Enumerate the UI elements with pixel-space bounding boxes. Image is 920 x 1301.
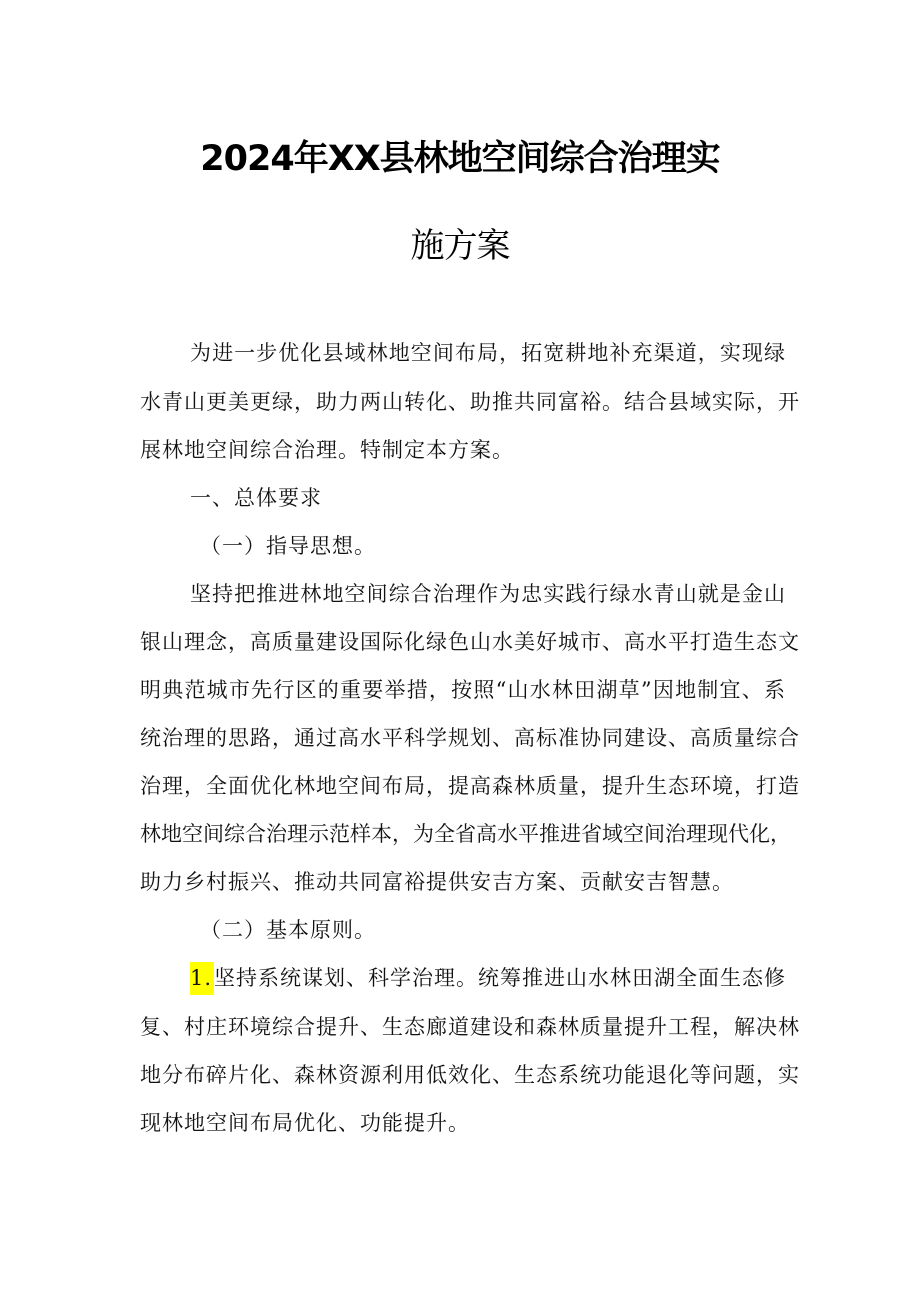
document-title-line-2: 施方案 bbox=[410, 226, 510, 266]
subsection-heading: （二）基本原则。 bbox=[200, 918, 376, 942]
paragraph-line: 展林地空间综合治理。特制定本方案。 bbox=[140, 438, 514, 462]
paragraph-line: 现林地空间布局优化、功能提升。 bbox=[140, 1111, 470, 1135]
paragraph-line: 助力乡村振兴、推动共同富裕提供安吉方案、贡献安吉智慧。 bbox=[140, 870, 734, 894]
document-title-line-1: 2024年XX县林地空间综合治理实 bbox=[200, 139, 720, 179]
paragraph-line: 坚持把推进林地空间综合治理作为忠实践行绿水青山就是金山 bbox=[190, 582, 786, 606]
subsection-heading: （一）指导思想。 bbox=[200, 534, 376, 558]
paragraph-line: 统治理的思路，通过高水平科学规划、高标准协同建设、高质量综合 bbox=[140, 726, 800, 750]
paragraph-line: 明典范城市先行区的重要举措，按照“山水林田湖草”因地制宜、系 bbox=[140, 678, 786, 702]
paragraph-line-numbered bbox=[190, 968, 786, 989]
paragraph-line: 复、村庄环境综合提升、生态廊道建设和森林质量提升工程，解决林 bbox=[140, 1015, 800, 1039]
paragraph-line: 治理，全面优化林地空间布局，提高森林质量，提升生态环境，打造 bbox=[140, 774, 800, 798]
paragraph-line: 地分布碎片化、森林资源利用低效化、生态系统功能退化等问题，实 bbox=[140, 1063, 800, 1087]
section-heading: 一、总体要求 bbox=[190, 486, 322, 510]
paragraph-line: 银山理念，高质量建设国际化绿色山水美好城市、高水平打造生态文 bbox=[140, 630, 800, 654]
paragraph-line: 为进一步优化县域林地空间布局，拓宽耕地补充渠道，实现绿 bbox=[190, 341, 786, 365]
paragraph-line: 水青山更美更绿，助力两山转化、助推共同富裕。结合县域实际，开 bbox=[140, 390, 800, 414]
highlighted-list-number: 1. bbox=[190, 962, 214, 995]
paragraph-line: 林地空间综合治理示范样本，为全省高水平推进省域空间治理现代化， bbox=[140, 822, 791, 846]
paragraph-line: 坚持系统谋划、科学治理。统筹推进山水林田湖全面生态修 bbox=[214, 966, 787, 990]
